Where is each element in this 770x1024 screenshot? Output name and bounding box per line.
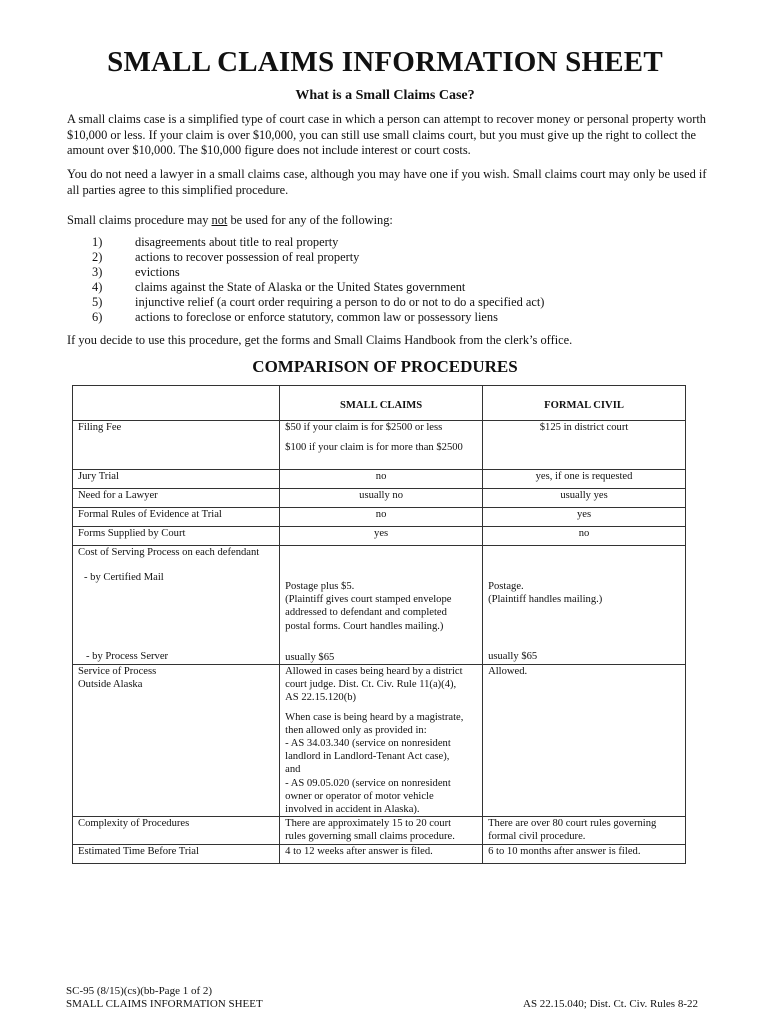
table-row	[73, 844, 686, 863]
lawyer-paragraph: You do not need a lawyer in a small claims case, although you may have one if you wish. Small claims court may only be used if all parties agree to this simplified procedure.	[67, 167, 707, 197]
small-claims-cell	[280, 665, 483, 817]
fee-line: $100 if your claim is for more than $2500	[285, 442, 463, 454]
cell-line: owner or operator of motor vehicle	[285, 790, 434, 802]
header-formal-civil: FORMAL CIVIL	[483, 386, 686, 421]
footer-citation: AS 22.15.040; Dist. Ct. Civ. Rules 8-22	[523, 998, 698, 1010]
cell-line: (Plaintiff gives court stamped envelope	[285, 594, 452, 606]
restriction-text-after: be used for any of the following:	[227, 213, 393, 227]
small-claims-cell: 4 to 12 weeks after answer is filed.	[280, 844, 483, 863]
forms-paragraph: If you decide to use this procedure, get the forms and Small Claims Handbook from the clerk’s office.	[67, 333, 573, 347]
formal-civil-cell: $125 in district court	[483, 421, 686, 470]
table-row	[73, 421, 686, 470]
row-label: Need for a Lawyer	[73, 489, 280, 508]
certified-mail-label: - by Certified Mail	[84, 572, 164, 584]
row-label: Formal Rules of Evidence at Trial	[73, 508, 280, 527]
list-item-number: 1)	[92, 235, 103, 249]
formal-civil-cell: usually yes	[483, 489, 686, 508]
table-row	[73, 665, 686, 817]
cell-line: and	[285, 764, 301, 776]
cell-line: (Plaintiff handles mailing.)	[488, 594, 603, 606]
table-row	[73, 817, 686, 844]
cell-line: usually $65	[285, 651, 335, 663]
cell-line: then allowed only as provided in:	[285, 724, 427, 736]
cell-line: court judge. Dist. Ct. Civ. Rule 11(a)(4),	[285, 679, 457, 691]
list-item-text: injunctive relief (a court order requiring a person to do or not to do a specified act)	[135, 294, 545, 309]
cell-line: AS 22.15.120(b)	[285, 692, 357, 704]
list-item	[92, 265, 544, 280]
row-label	[73, 546, 280, 665]
table-row	[73, 546, 686, 665]
cell-line: - AS 09.05.020 (service on nonresident	[285, 777, 451, 789]
restriction-paragraph	[67, 213, 707, 229]
row-label: Complexity of Procedures	[73, 817, 280, 844]
small-claims-cell: yes	[280, 527, 483, 546]
list-item-number: 4)	[92, 279, 103, 294]
list-item	[92, 235, 544, 250]
footer-form-info	[66, 985, 263, 1012]
comparison-title: COMPARISON OF PROCEDURES	[252, 357, 518, 376]
row-label	[73, 665, 280, 817]
formal-civil-cell	[483, 546, 686, 665]
small-claims-cell: no	[280, 470, 483, 489]
formal-civil-cell: Allowed.	[483, 665, 686, 817]
intro-paragraph: A small claims case is a simplified type of court case in which a person can attempt to recover money or personal property worth $10,000 or less. If your claim is over $10,000, you can still use small claims court, but you must give up the right to collect the amount over $10,000. The $10,000 figure does not include interest or court costs.	[67, 112, 706, 158]
cell-line: involved in accident in Alaska).	[285, 804, 420, 816]
header-blank	[73, 386, 280, 421]
list-item	[92, 310, 544, 325]
list-item-number: 6)	[92, 309, 103, 324]
table-header-row	[73, 386, 686, 421]
cell-line: - AS 34.03.340 (service on nonresident	[285, 738, 451, 750]
list-item-text: actions to foreclose or enforce statutory, common law or possessory liens	[135, 309, 498, 324]
cell-line: formal civil procedure.	[488, 831, 586, 843]
formal-civil-cell: 6 to 10 months after answer is filed.	[483, 844, 686, 863]
header-small-claims: SMALL CLAIMS	[280, 386, 483, 421]
page-title: SMALL CLAIMS INFORMATION SHEET	[107, 46, 663, 78]
list-item-text: evictions	[135, 264, 180, 279]
cell-line: There are approximately 15 to 20 court	[285, 818, 452, 830]
list-item-text: disagreements about title to real property	[135, 235, 339, 249]
cell-line: usually $65	[488, 651, 538, 663]
small-claims-cell	[280, 421, 483, 470]
cell-line: Postage plus $5.	[285, 581, 355, 592]
cell-line: Allowed in cases being heard by a district	[285, 666, 463, 678]
row-label: Filing Fee	[73, 421, 280, 470]
footer-form-id: SC-95 (8/15)(cs)(bb-Page 1 of 2)	[66, 985, 213, 997]
table-row	[73, 470, 686, 489]
footer-form-title: SMALL CLAIMS INFORMATION SHEET	[66, 998, 263, 1011]
list-item-text: actions to recover possession of real property	[135, 249, 360, 264]
list-item-number: 3)	[92, 264, 103, 279]
cell-line: When case is being heard by a magistrate,	[285, 711, 464, 723]
small-claims-cell	[280, 546, 483, 665]
fee-line: $50 if your claim is for $2500 or less	[285, 422, 443, 433]
formal-civil-cell: yes	[483, 508, 686, 527]
list-item	[92, 280, 544, 295]
page-subtitle: What is a Small Claims Case?	[295, 88, 475, 103]
cell-line: landlord in Landlord-Tenant Act case),	[285, 751, 450, 763]
small-claims-cell	[280, 817, 483, 844]
comparison-table	[72, 385, 686, 864]
restriction-text-before: Small claims procedure may	[67, 213, 212, 227]
cell-line: There are over 80 court rules governing	[488, 818, 657, 830]
cell-line: Service of Process	[78, 666, 157, 678]
formal-civil-cell: yes, if one is requested	[483, 470, 686, 489]
list-item-number: 2)	[92, 249, 103, 264]
list-item	[92, 250, 544, 265]
cell-line: Outside Alaska	[78, 679, 143, 691]
small-claims-cell: usually no	[280, 489, 483, 508]
list-item-number: 5)	[92, 294, 103, 309]
table-row	[73, 527, 686, 546]
formal-civil-cell: no	[483, 527, 686, 546]
table-row	[73, 489, 686, 508]
exclusion-list	[92, 235, 544, 324]
table-row	[73, 508, 686, 527]
formal-civil-cell	[483, 817, 686, 844]
cell-line: addressed to defendant and completed	[285, 607, 447, 619]
cell-line: rules governing small claims procedure.	[285, 831, 455, 843]
cell-line: Postage.	[488, 581, 524, 592]
cell-line: postal forms. Court handles mailing.)	[285, 620, 444, 632]
row-label: Jury Trial	[73, 470, 280, 489]
list-item-text: claims against the State of Alaska or the United States government	[135, 279, 466, 294]
cost-serving-label: Cost of Serving Process on each defendant	[78, 547, 260, 558]
small-claims-cell: no	[280, 508, 483, 527]
row-label: Estimated Time Before Trial	[73, 844, 280, 863]
process-server-label: - by Process Server	[86, 651, 169, 663]
row-label: Forms Supplied by Court	[73, 527, 280, 546]
list-item	[92, 295, 544, 310]
restriction-emphasis: not	[211, 213, 228, 227]
